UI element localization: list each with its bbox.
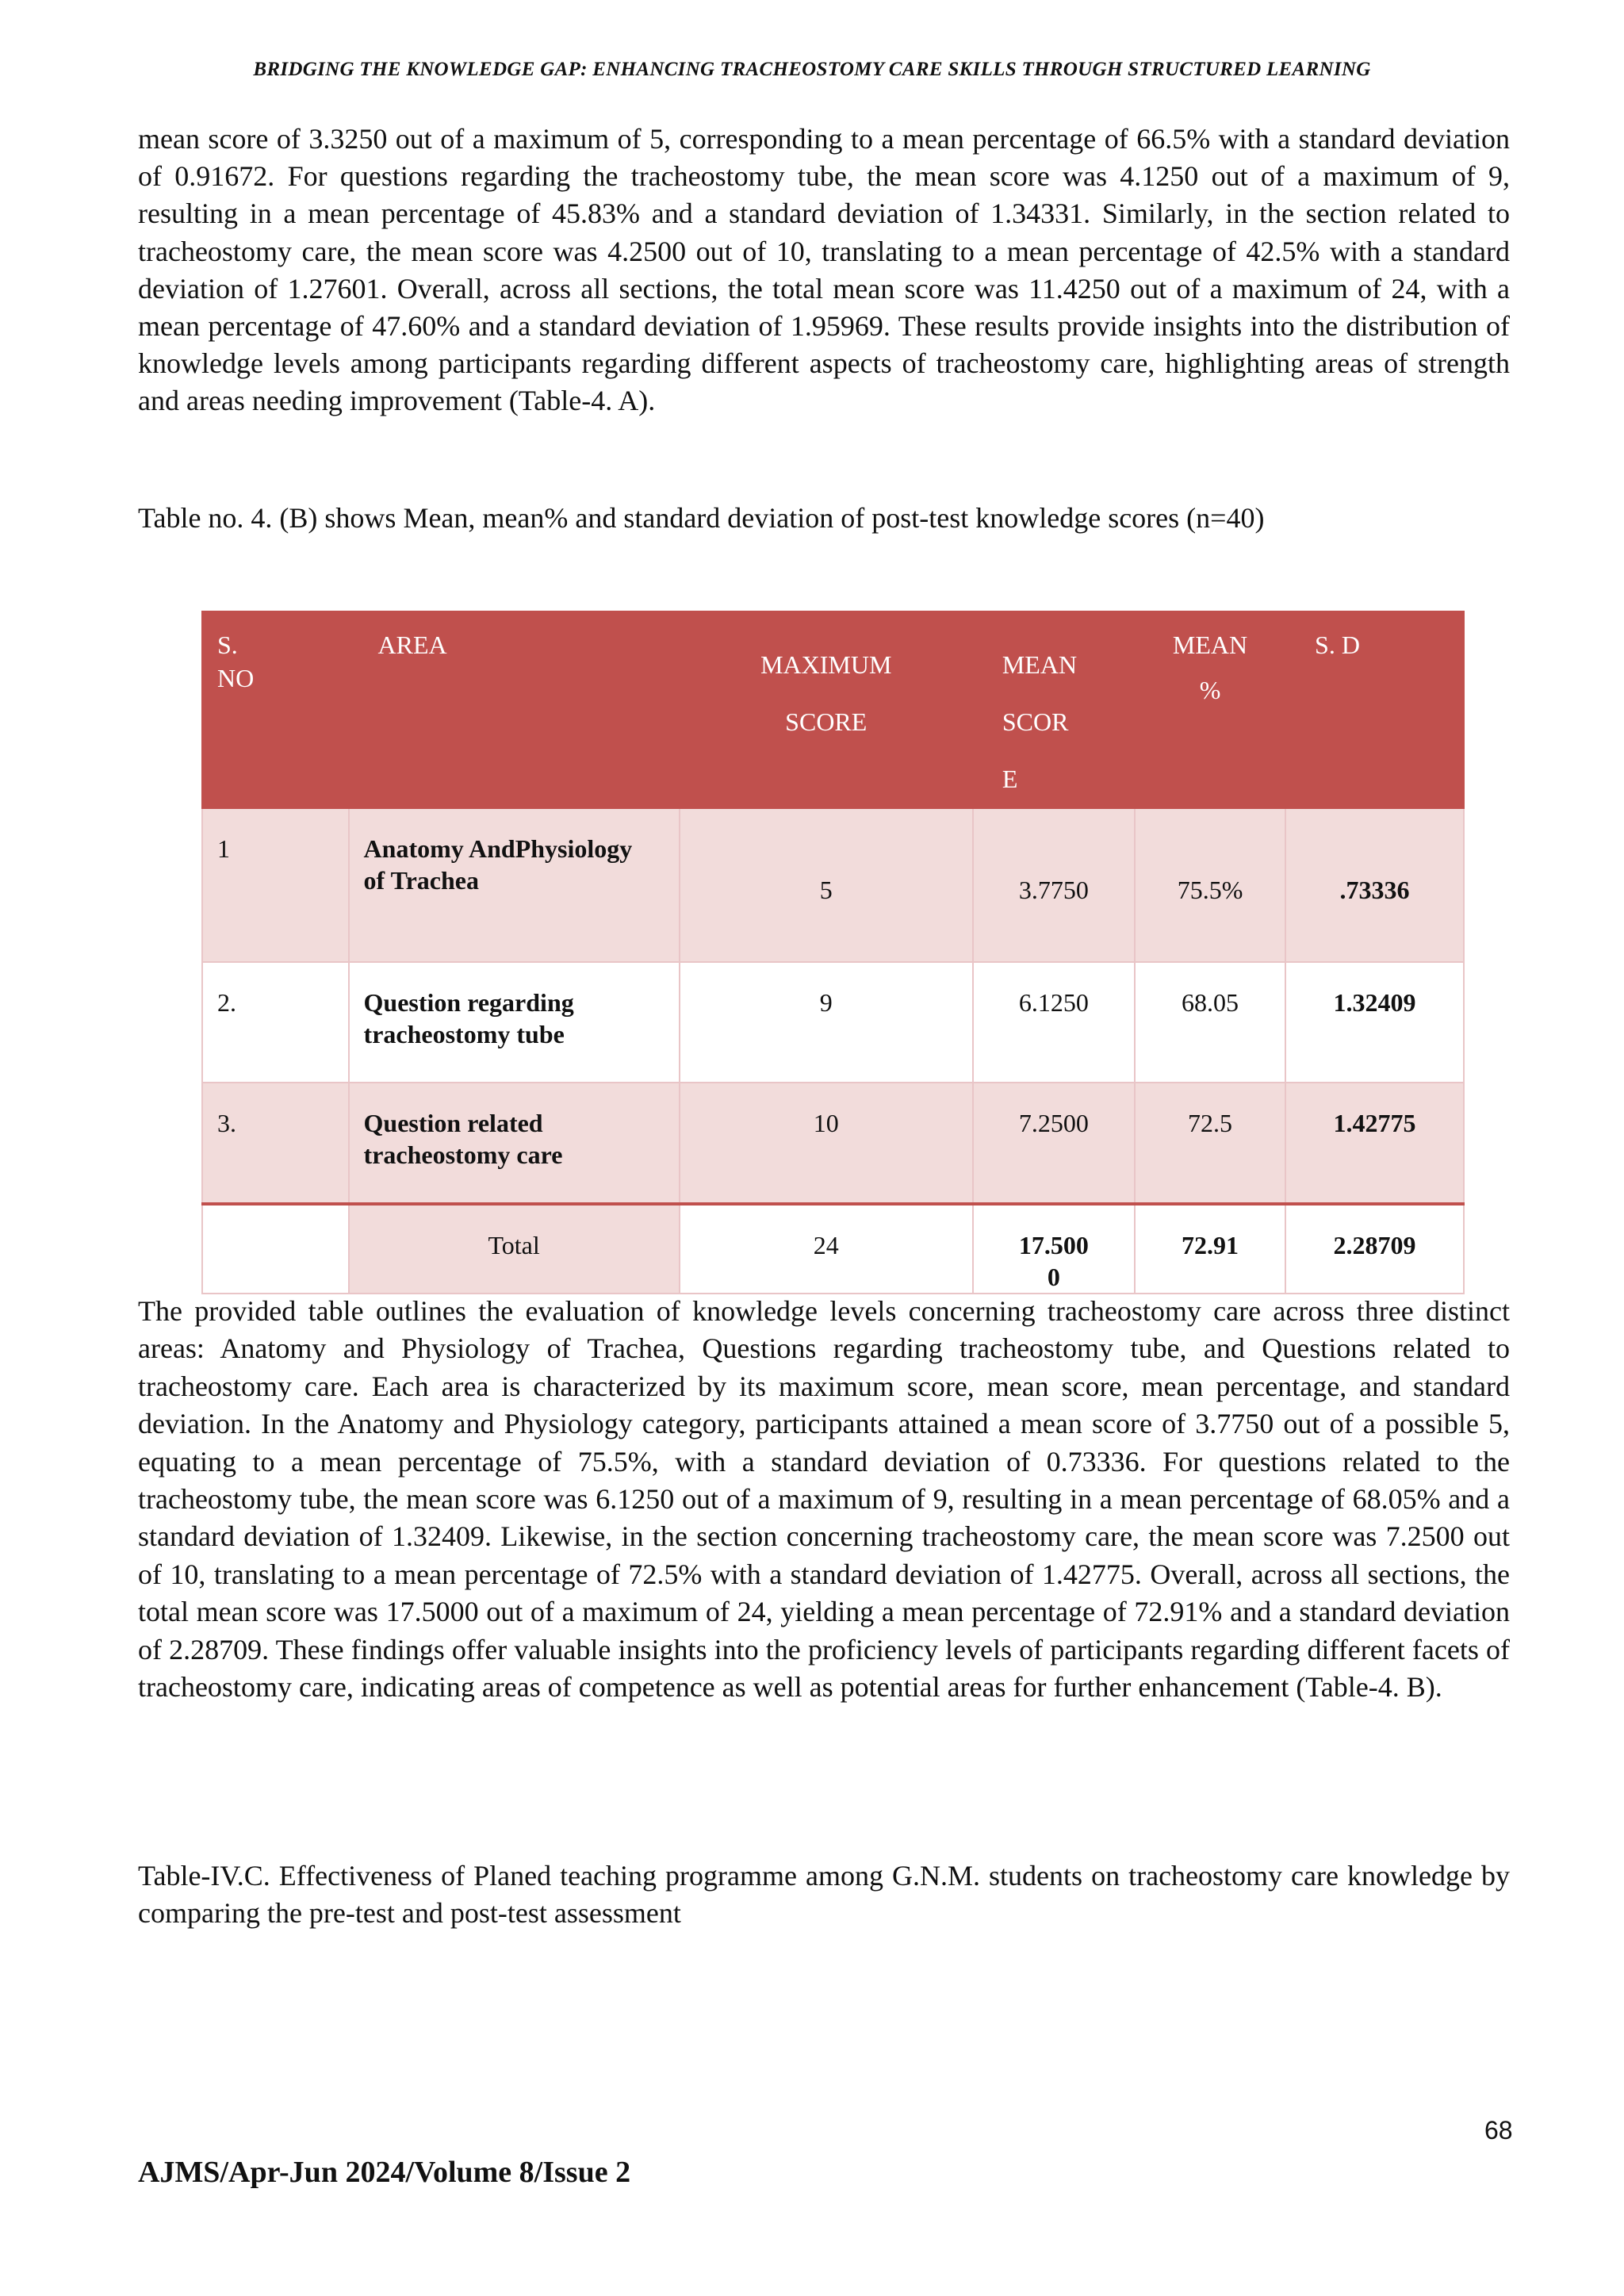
cell-mean-percent: 72.5 — [1135, 1083, 1285, 1204]
post-test-scores-table — [201, 611, 1465, 1294]
cell-area: Question regarding tracheostomy tube — [349, 962, 680, 1083]
body-paragraph-1: mean score of 3.3250 out of a maximum of 5, corresponding to a mean percentage of 66.5% with a standard deviation of 0.91672. For questions regarding the tracheostomy tube, the mean score was 4.1250 out of a maximum of 9, resulting in a mean percentage of 45.83% and a standard deviation of 1.34331. Similarly, in the section related to tracheostomy care, the mean score was 4.2500 out of 10, translating to a mean percentage of 42.5% with a standard deviation of 1.27601. Overall, across all sections, the total mean score was 11.4250 out of a maximum of 24, with a mean percentage of 47.60% and a standard deviation of 1.95969. These results provide insights into the distribution of knowledge levels among participants regarding different aspects of tracheostomy care, highlighting areas of strength and areas needing improvement (Table-4. A). — [138, 123, 1510, 417]
header-sno: S. NO — [202, 611, 349, 808]
cell-sd: .73336 — [1285, 808, 1464, 962]
cell-sno-empty — [202, 1204, 349, 1294]
cell-total-mean-percent: 72.91 — [1135, 1204, 1285, 1294]
page-number: 68 — [1484, 2116, 1513, 2145]
cell-mean-score: 6.1250 — [973, 962, 1135, 1083]
cell-maximum-score: 9 — [680, 962, 973, 1083]
cell-maximum-score: 5 — [680, 808, 973, 962]
cell-maximum-score: 10 — [680, 1083, 973, 1204]
cell-mean-score: 7.2500 — [973, 1083, 1135, 1204]
table-total-row — [202, 1204, 1464, 1294]
cell-total-label: Total — [349, 1204, 680, 1294]
table-iv-c-caption: Table-IV.C. Effectiveness of Planed teaching programme among G.N.M. students on tracheostomy care knowledge by comparing the pre-test and post-test assessment — [138, 1860, 1510, 1930]
cell-sno: 3. — [202, 1083, 349, 1204]
header-maximum-score: MAXIMUM SCORE — [680, 611, 973, 808]
body-paragraph-2: The provided table outlines the evaluation of knowledge levels concerning tracheostomy care across three distinct areas: Anatomy and Physiology of Trachea, Questions regarding tracheostomy tube, and Questions related to tracheostomy care. Each area is characterized by its maximum score, mean score, mean percentage, and standard deviation. In the Anatomy and Physiology category, participants attained a mean score of 3.7750 out of a possible 5, equating to a mean percentage of 75.5%, with a standard deviation of 0.73336. For questions related to the tracheostomy tube, the mean score was 6.1250 out of a maximum of 9, resulting in a mean percentage of 68.05% and a standard deviation of 1.32409. Likewise, in the section concerning tracheostomy care, the mean score was 7.2500 out of 10, translating to a mean percentage of 72.5% with a standard deviation of 1.42775. Overall, across all sections, the total mean score was 17.5000 out of a maximum of 24, yielding a mean percentage of 72.91% and a standard deviation of 2.28709. These findings offer valuable insights into the proficiency levels of participants regarding different facets of tracheostomy care, indicating areas of competence as well as potential areas for further enhancement (Table-4. B). — [138, 1295, 1510, 1704]
cell-total-sd: 2.28709 — [1285, 1204, 1464, 1294]
cell-mean-percent: 68.05 — [1135, 962, 1285, 1083]
cell-sno: 2. — [202, 962, 349, 1083]
running-head: BRIDGING THE KNOWLEDGE GAP: ENHANCING TRACHEOSTOMY CARE SKILLS THROUGH STRUCTURED LEARNING — [253, 59, 1371, 80]
cell-mean-percent: 75.5% — [1135, 808, 1285, 962]
cell-total-maximum: 24 — [680, 1204, 973, 1294]
header-mean-score: MEAN SCOR E — [973, 611, 1135, 808]
cell-sno: 1 — [202, 808, 349, 962]
table-row — [202, 1083, 1464, 1204]
cell-sd: 1.32409 — [1285, 962, 1464, 1083]
table-row — [202, 962, 1464, 1083]
cell-area: Question related tracheostomy care — [349, 1083, 680, 1204]
table-caption: Table no. 4. (B) shows Mean, mean% and standard deviation of post-test knowledge scores (n=40) — [138, 502, 1265, 534]
cell-area: Anatomy AndPhysiology of Trachea — [349, 808, 680, 962]
header-mean-percent: MEAN % — [1135, 611, 1285, 808]
cell-mean-score: 3.7750 — [973, 808, 1135, 962]
cell-sd: 1.42775 — [1285, 1083, 1464, 1204]
table-row — [202, 808, 1464, 962]
header-sd: S. D — [1285, 611, 1464, 808]
table-header-row — [202, 611, 1464, 808]
cell-total-mean: 17.500 0 — [973, 1204, 1135, 1294]
header-area: AREA — [349, 611, 680, 808]
journal-footer: AJMS/Apr-Jun 2024/Volume 8/Issue 2 — [138, 2156, 631, 2189]
